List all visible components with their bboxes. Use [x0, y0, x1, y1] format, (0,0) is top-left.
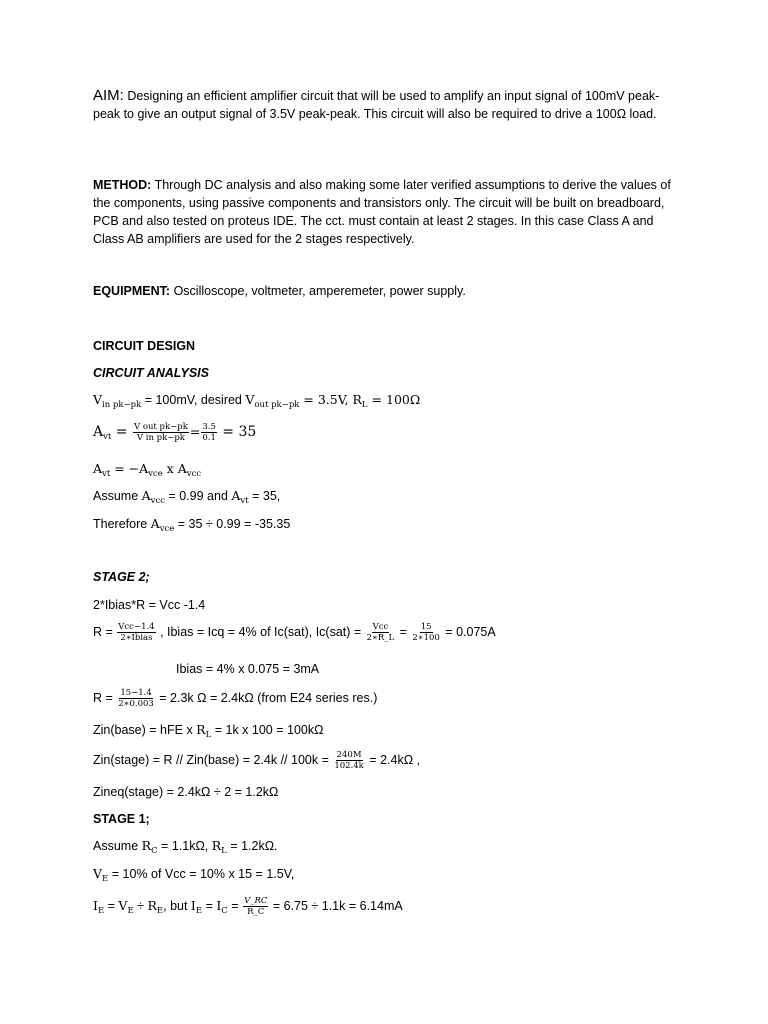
numerator: 15−1.4 — [120, 688, 152, 698]
math-i: I — [93, 897, 98, 913]
text: = 1k x 100 = 100kΩ — [211, 723, 324, 737]
math-eq: = — [111, 423, 132, 440]
denominator: 2∗100 — [412, 633, 440, 643]
text: = 0.99 and — [165, 489, 232, 503]
math-r: R — [147, 897, 157, 913]
text: , Ibias = Icq = 4% of Ic(sat), Ic(sat) = — [156, 624, 365, 639]
text: R = — [93, 624, 117, 639]
math-sub: L — [221, 846, 227, 856]
text: = 1.2kΩ. — [226, 839, 278, 853]
denominator: 2∗0.003 — [118, 699, 154, 709]
math-sub: vce — [159, 524, 175, 534]
stage-1-line-1 — [93, 838, 278, 856]
math-eq: = — [189, 423, 201, 439]
fraction — [117, 622, 155, 643]
math-sub: E — [127, 905, 134, 916]
math-v: V — [245, 392, 255, 407]
fraction — [117, 688, 155, 709]
text: Assume — [93, 489, 142, 503]
math-sub: L — [361, 400, 368, 410]
math-i: I — [190, 897, 196, 913]
stage-2-line-4 — [93, 688, 377, 709]
fraction — [201, 422, 217, 443]
math-v: V — [93, 866, 103, 881]
math-sub: vce — [148, 469, 163, 479]
math-sub: vt — [102, 469, 111, 479]
stage-1-heading: STAGE 1; — [93, 812, 150, 826]
math-r: R — [141, 838, 152, 853]
math-sub: E — [97, 905, 105, 916]
circuit-analysis-heading: CIRCUIT ANALYSIS — [93, 366, 209, 380]
denominator: R_C — [247, 907, 265, 917]
text: = 10% of Vcc = 10% x 15 = 1.5V, — [108, 867, 295, 881]
stage-2-line-2 — [93, 622, 496, 643]
text: = — [104, 898, 119, 913]
math-a: A — [93, 423, 104, 440]
denominator: V in pk−pk — [136, 433, 185, 443]
method-label: METHOD: — [93, 178, 152, 192]
text: Zin(stage) = R // Zin(base) = 2.4k // 100k = — [93, 752, 333, 767]
stage-2-line-5 — [93, 722, 323, 740]
equipment-label: EQUIPMENT: — [93, 284, 171, 298]
fraction — [411, 622, 440, 643]
method-text: Through DC analysis and also making some later verified assumptions to derive the values of the components, using passive components and transistors only. The circuit will be built on breadboard, PCB and also tested on proteus IDE. The cct. must contain at least 2 stages. In this case Class A and Class AB amplifiers are used for the 2 stages respectively. — [93, 178, 671, 246]
math-v: V — [118, 897, 128, 913]
math-sub: E — [102, 874, 109, 884]
circuit-design-heading: CIRCUIT DESIGN — [93, 339, 196, 353]
fraction — [333, 750, 364, 771]
analysis-line-1 — [93, 392, 420, 410]
math-text: = 100Ω — [367, 392, 421, 407]
stage-1-line-3 — [93, 896, 403, 917]
math-a: A — [93, 461, 103, 476]
numerator: V out pk−pk — [133, 422, 188, 432]
stage-2-line-3: Ibias = 4% x 0.075 = 3mA — [176, 662, 320, 676]
fraction — [366, 622, 395, 643]
stage-1-line-2 — [93, 866, 294, 884]
stage-2-line-1: 2*Ibias*R = Vcc -1.4 — [93, 598, 206, 612]
math-r: R — [196, 722, 206, 737]
text: = 6.75 ÷ 1.1k = 6.14mA — [269, 898, 403, 913]
math-text: = −A — [110, 461, 149, 476]
text: = 100mV, desired — [141, 393, 246, 407]
denominator: 2∗R_L — [366, 633, 395, 643]
analysis-line-5 — [93, 516, 290, 534]
aim-label: AIM: — [93, 87, 124, 104]
stage-2-line-6 — [93, 750, 420, 771]
denominator: 102.4k — [334, 761, 364, 771]
fraction — [243, 896, 268, 917]
math-r: R — [352, 392, 362, 407]
denominator: 2∗Ibias — [120, 633, 153, 643]
math-text: x A — [162, 461, 187, 476]
fraction — [133, 422, 189, 443]
math-i: I — [216, 897, 222, 913]
stage-2-heading: STAGE 2; — [93, 570, 150, 584]
text: Zin(base) = hFE x — [93, 723, 197, 737]
text: = 35, — [248, 489, 281, 503]
math-sub: C — [221, 905, 228, 916]
text: = — [396, 624, 411, 639]
text: = — [227, 898, 243, 913]
math-sub: vcc — [150, 496, 165, 506]
aim-paragraph — [93, 87, 683, 123]
numerator: 15 — [420, 622, 432, 632]
text: Therefore — [93, 517, 151, 531]
numerator: Vcc−1.4 — [118, 622, 155, 632]
denominator: 0.1 — [202, 433, 216, 443]
math-sub: C — [151, 846, 158, 856]
math-sub: E — [156, 905, 164, 916]
numerator: Vcc — [372, 622, 389, 632]
math-a: A — [231, 488, 241, 503]
text: Assume — [93, 839, 142, 853]
text: = 1.1kΩ, — [157, 839, 212, 853]
math-a: A — [141, 488, 151, 503]
math-sub: out pk−pk — [254, 400, 300, 410]
math-r: R — [211, 838, 222, 853]
math-sub: vt — [240, 496, 249, 506]
equipment-text: Oscilloscope, voltmeter, amperemeter, power supply. — [173, 284, 466, 298]
math-text: = 3.5V, — [299, 392, 353, 407]
text: = 2.4kΩ , — [365, 752, 420, 767]
text: R = — [93, 690, 117, 705]
text: ÷ — [133, 898, 148, 913]
aim-text: Designing an efficient amplifier circuit that will be used to amplify an input signal of 100mV peak-peak to give an output signal of 3.5V peak-peak. This circuit will also be required to drive a 100Ω load. — [93, 89, 660, 121]
text: = 0.075A — [441, 624, 496, 639]
text: = — [202, 898, 217, 913]
numerator: 240M — [336, 750, 362, 760]
numerator: 3.5 — [202, 422, 216, 432]
analysis-line-3 — [93, 461, 201, 479]
text: , but — [163, 898, 191, 913]
math-sub: E — [195, 905, 203, 916]
math-v: V — [93, 392, 103, 407]
math-a: A — [150, 516, 160, 531]
analysis-line-2 — [93, 422, 256, 443]
math-sub: L — [205, 730, 212, 740]
math-sub: in pk−pk — [102, 400, 142, 410]
math-sub: vt — [103, 431, 112, 442]
text: = 35 ÷ 0.99 = -35.35 — [174, 517, 291, 531]
math-result: = 35 — [217, 423, 257, 440]
method-paragraph — [93, 176, 683, 248]
stage-2-line-7: Zineq(stage) = 2.4kΩ ÷ 2 = 1.2kΩ — [93, 785, 279, 799]
numerator: V_RC — [244, 896, 268, 906]
text: = 2.3k Ω = 2.4kΩ (from E24 series res.) — [155, 690, 378, 705]
analysis-line-4 — [93, 488, 280, 506]
math-sub: vcc — [186, 469, 202, 479]
equipment-line — [93, 284, 466, 298]
